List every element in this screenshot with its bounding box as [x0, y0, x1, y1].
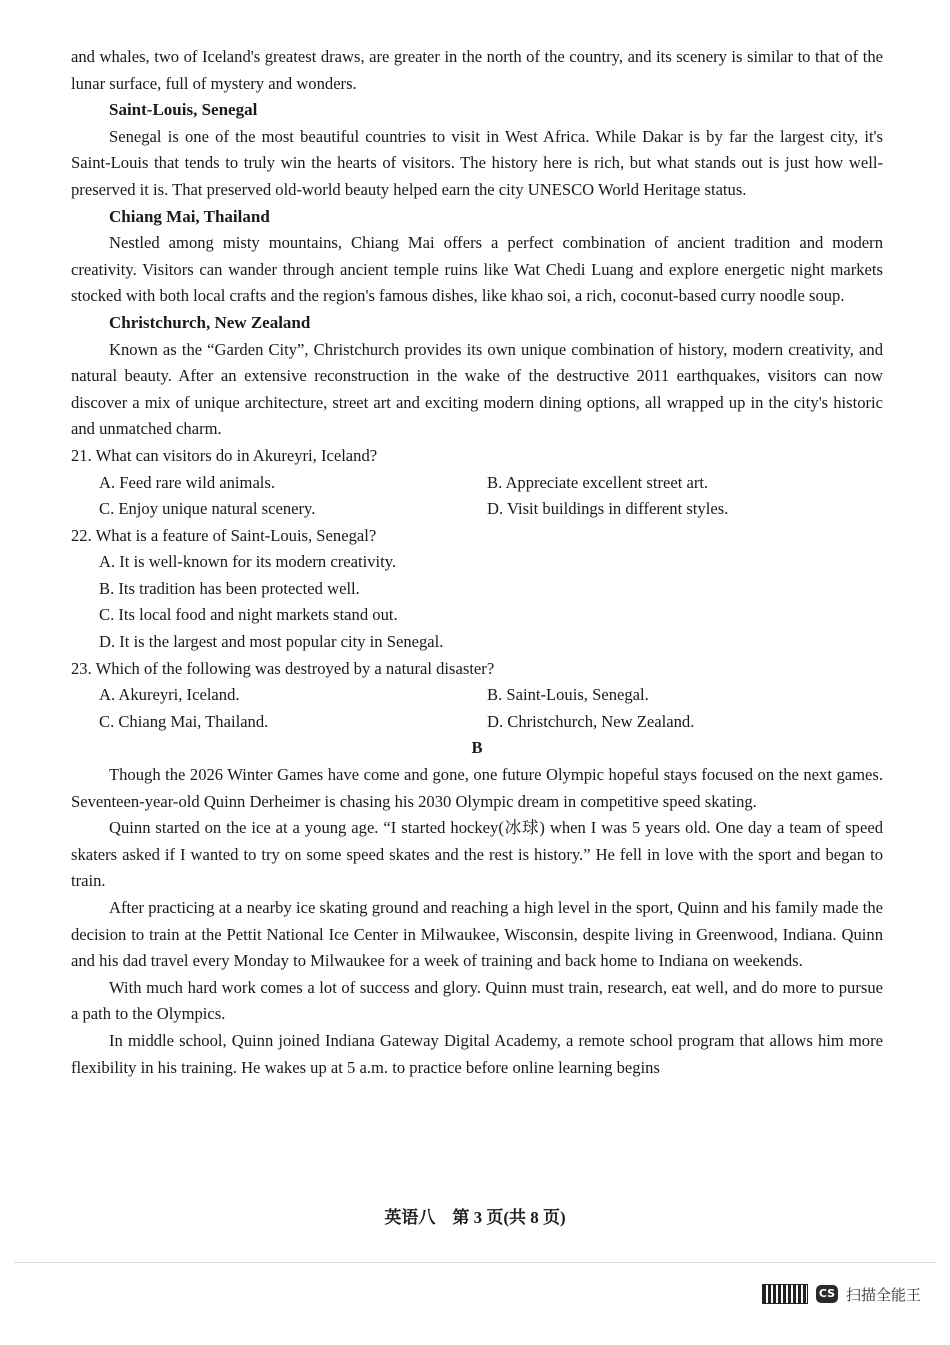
- option-c: C. Enjoy unique natural scenery.: [99, 499, 316, 519]
- option-d: D. Christchurch, New Zealand.: [487, 711, 695, 731]
- option-b: B. Appreciate excellent street art.: [487, 472, 709, 492]
- section-heading: Saint-Louis, Senegal: [109, 100, 258, 120]
- section-text: Senegal is one of the most beautiful countries to visit in West Africa. While Dakar is by far the largest city, it's Saint-Louis that tends to truly win the hearts of visitors. The history here is rich, but what stands out is just how well-preserved it is. That preserved old-world beauty helped earn the city UNESCO World Heritage status.: [71, 126, 883, 199]
- question-stem: 23. Which of the following was destroyed by a natural disaster?: [71, 658, 495, 678]
- question-21: [71, 443, 883, 523]
- paragraph: In middle school, Quinn joined Indiana Gateway Digital Academy, a remote school program that allows him more flexibility in his training. He wakes up at 5 a.m. to practice before online learning begins: [71, 1030, 883, 1077]
- cs-logo-icon: CS: [816, 1285, 838, 1303]
- qr-code-icon: [762, 1284, 808, 1304]
- scanner-watermark: [762, 1283, 921, 1305]
- option-row: [71, 470, 883, 497]
- section-chiang-mai: [71, 204, 883, 310]
- option-a: A. Feed rare wild animals.: [99, 472, 276, 492]
- option-row: [71, 709, 883, 736]
- option-d: D. It is the largest and most popular city in Senegal.: [99, 632, 444, 652]
- option-row: [71, 496, 883, 523]
- option-b: B. Its tradition has been protected well.: [99, 578, 360, 598]
- paragraph: With much hard work comes a lot of success and glory. Quinn must train, research, eat well, and do more to pursue a path to the Olympics.: [71, 977, 883, 1024]
- paragraph: Quinn started on the ice at a young age. “I started hockey(冰球) when I was 5 years old. One day a team of speed skaters asked if I wanted to try on some speed skates and the rest is history.” He fell in love with the sport and began to train.: [71, 818, 883, 891]
- option-a: A. Akureyri, Iceland.: [99, 685, 240, 705]
- scanner-app-name: 扫描全能王: [846, 1285, 922, 1304]
- question-stem: 21. What can visitors do in Akureyri, Iceland?: [71, 445, 378, 465]
- section-christchurch: [71, 310, 883, 443]
- section-heading: Chiang Mai, Thailand: [109, 206, 270, 226]
- section-saint-louis: [71, 97, 883, 203]
- question-stem: 22. What is a feature of Saint-Louis, Senegal?: [71, 525, 377, 545]
- passage-a-continuation: and whales, two of Iceland's greatest draws, are greater in the north of the country, and its scenery is similar to that of the lunar surface, full of mystery and wonders.: [71, 47, 883, 93]
- question-23: [71, 656, 883, 736]
- option-a: A. It is well-known for its modern creativity.: [99, 552, 397, 572]
- page-footer: 英语八 第 3 页(共 8 页): [384, 1208, 566, 1227]
- divider: [14, 1262, 936, 1263]
- question-22: [71, 523, 883, 656]
- exam-page: [71, 44, 883, 1081]
- passage-b: [71, 762, 883, 1081]
- option-row: [71, 682, 883, 709]
- section-text: Known as the “Garden City”, Christchurch provides its own unique combination of history, modern creativity, and natural beauty. After an extensive reconstruction in the wake of the destructive 2011 earthquakes, visitors can now discover a mix of unique architecture, street art and exciting modern dining options, all wrapped up in the city's historic and unmatched charm.: [71, 339, 883, 439]
- paragraph: After practicing at a nearby ice skating ground and reaching a high level in the sport, Quinn and his family made the decision to train at the Pettit National Ice Center in Milwaukee, Wisconsin, despite living in Greenwood, Indiana. Quinn and his dad travel every Monday to Milwaukee for a week of training and back home to Indiana on weekends.: [71, 898, 883, 971]
- section-text: Nestled among misty mountains, Chiang Mai offers a perfect combination of ancient tradition and modern creativity. Visitors can wander through ancient temple ruins like Wat Chedi Luang and explore energetic night markets stocked with both local crafts and the region's famous dishes, like khao soi, a rich, coconut-based curry noodle soup.: [71, 233, 883, 306]
- option-d: D. Visit buildings in different styles.: [487, 499, 729, 519]
- option-b: B. Saint-Louis, Senegal.: [487, 685, 649, 705]
- paragraph: Though the 2026 Winter Games have come and gone, one future Olympic hopeful stays focused on the next games. Seventeen-year-old Quinn Derheimer is chasing his 2030 Olympic dream in competitive speed skating.: [71, 765, 883, 811]
- section-heading: Christchurch, New Zealand: [109, 312, 311, 332]
- option-c: C. Its local food and night markets stand out.: [99, 605, 398, 625]
- option-c: C. Chiang Mai, Thailand.: [99, 711, 269, 731]
- passage-b-letter: B: [471, 738, 483, 758]
